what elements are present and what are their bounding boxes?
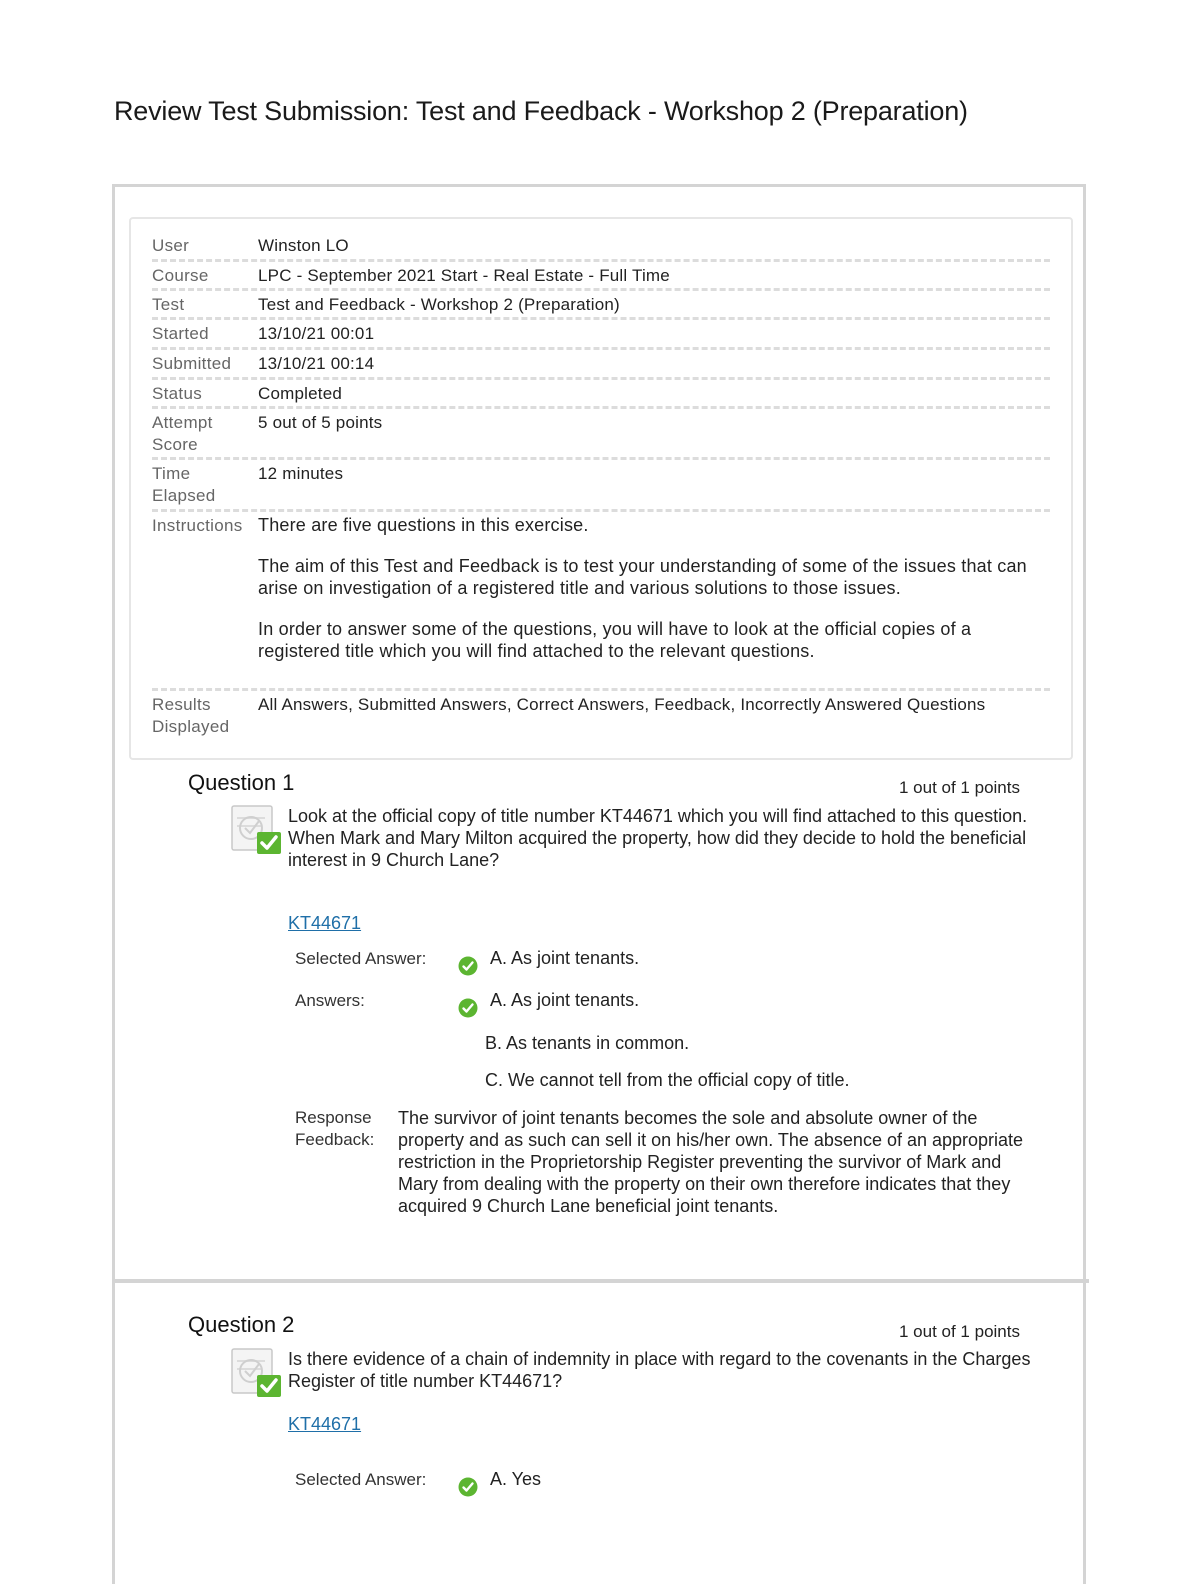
time-elapsed-value: 12 minutes <box>258 464 344 483</box>
submitted-label: Submitted <box>152 354 232 373</box>
course-label: Course <box>152 266 209 285</box>
attachment-link[interactable]: KT44671 <box>288 913 362 933</box>
row-separator <box>152 406 1050 409</box>
question-title: Question 1 <box>188 770 295 795</box>
instructions-text <box>258 514 1048 681</box>
answer-option: C. We cannot tell from the official copy of title. <box>485 1070 850 1090</box>
question-title: Question 2 <box>188 1312 295 1337</box>
instructions-paragraph: There are five questions in this exercise. <box>258 515 589 535</box>
started-label: Started <box>152 324 209 343</box>
correct-answer-icon <box>231 804 283 856</box>
page-title: Review Test Submission: Test and Feedback - Workshop 2 (Preparation) <box>114 96 968 126</box>
check-circle-icon <box>458 1477 478 1497</box>
row-separator <box>152 509 1050 512</box>
instructions-paragraph: In order to answer some of the questions, you will have to look at the official copies of a registered title which you will find attached to the relevant questions. <box>258 619 972 661</box>
time-elapsed-label: Time Elapsed <box>152 464 216 505</box>
row-separator <box>152 317 1050 320</box>
question-points: 1 out of 1 points <box>899 1322 1020 1341</box>
test-value: Test and Feedback - Workshop 2 (Preparation) <box>258 295 620 314</box>
course-value: LPC - September 2021 Start - Real Estate - Full Time <box>258 266 670 285</box>
check-circle-icon <box>458 998 478 1018</box>
started-value: 13/10/21 00:01 <box>258 324 375 343</box>
check-circle-icon <box>458 956 478 976</box>
attempt-score-value: 5 out of 5 points <box>258 413 383 432</box>
response-feedback-label: Response Feedback: <box>295 1108 375 1149</box>
answer-option: A. As joint tenants. <box>490 990 640 1010</box>
results-displayed-value: All Answers, Submitted Answers, Correct Answers, Feedback, Incorrectly Answered Questions <box>258 695 986 714</box>
user-value: Winston LO <box>258 236 349 255</box>
test-label: Test <box>152 295 185 314</box>
attempt-score-label: Attempt Score <box>152 413 213 454</box>
row-separator <box>152 259 1050 262</box>
response-feedback-text: The survivor of joint tenants becomes the sole and absolute owner of the property and as such can sell it on his/her own. The absence of an appropriate restriction in the Proprietorship Register preventing the survivor of Mark and Mary from dealing with the property on their own therefore indicates that they acquired 9 Church Lane beneficial joint tenants. <box>398 1108 1024 1216</box>
user-label: User <box>152 236 190 255</box>
status-value: Completed <box>258 384 343 403</box>
answer-option: B. As tenants in common. <box>485 1033 690 1053</box>
instructions-paragraph: The aim of this Test and Feedback is to test your understanding of some of the issues that can arise on investigation of a registered title and various solutions to those issues. <box>258 556 1027 598</box>
row-separator <box>152 347 1050 350</box>
row-separator <box>152 457 1050 460</box>
results-displayed-label: Results Displayed <box>152 695 230 736</box>
attachment-link[interactable]: KT44671 <box>288 1414 362 1434</box>
answers-label: Answers: <box>295 991 365 1010</box>
selected-answer-value: A. Yes <box>490 1469 542 1489</box>
row-separator <box>152 688 1050 691</box>
question-text: Is there evidence of a chain of indemnity in place with regard to the covenants in the Charges Register of title number KT44671? <box>288 1349 1031 1391</box>
instructions-label: Instructions <box>152 516 243 535</box>
question-points: 1 out of 1 points <box>899 778 1020 797</box>
question-text: Look at the official copy of title number KT44671 which you will find attached to this question. When Mark and Mary Milton acquired the property, how did they decide to hold the beneficial interest in 9 Church Lane? <box>288 806 1028 870</box>
selected-answer-label: Selected Answer: <box>295 1470 427 1489</box>
row-separator <box>152 288 1050 291</box>
row-separator <box>152 377 1050 380</box>
selected-answer-label: Selected Answer: <box>295 949 427 968</box>
question-divider <box>112 1279 1089 1283</box>
selected-answer-value: A. As joint tenants. <box>490 948 640 968</box>
correct-answer-icon <box>231 1347 283 1399</box>
status-label: Status <box>152 384 202 403</box>
submitted-value: 13/10/21 00:14 <box>258 354 375 373</box>
